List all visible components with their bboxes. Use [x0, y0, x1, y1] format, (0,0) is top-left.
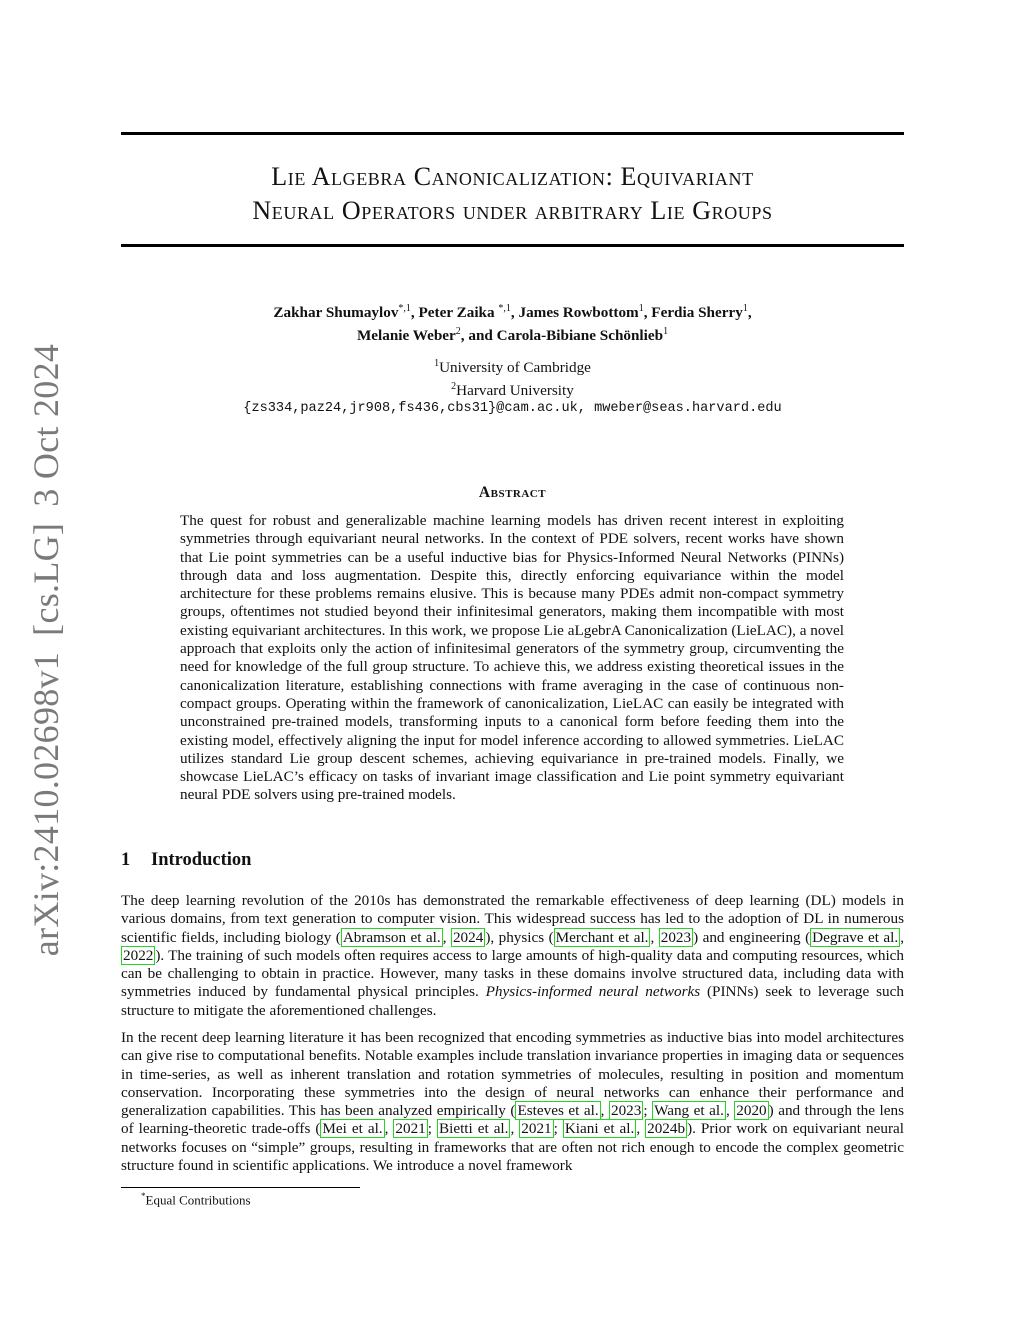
- affiliation-name: Harvard University: [456, 381, 574, 399]
- section-number: 1: [121, 850, 131, 870]
- citation-link[interactable]: 2024b: [647, 1120, 686, 1138]
- section-heading-introduction: [121, 850, 251, 871]
- author-affiliation-mark: 2: [455, 326, 461, 338]
- citation-link[interactable]: 2020: [736, 1102, 767, 1120]
- citation-link[interactable]: Abramson et al.: [342, 928, 441, 946]
- citation-link[interactable]: 2022: [123, 946, 154, 964]
- footnote-rule: [121, 1187, 360, 1188]
- citation-link[interactable]: Degrave et al.: [812, 928, 899, 946]
- footnote-text: Equal Contributions: [145, 1192, 251, 1208]
- citation-link[interactable]: 2024: [452, 928, 484, 946]
- author-list: Zakhar Shumaylov$^{*,1}$, Peter Zaika $^{*,1}$, James Rowbottom$^1$, Ferdia Sherry$^1$, Melanie Weber$^2$, and Carola-Bibiane Schönlieb$^1$: [273, 303, 752, 345]
- title-bottom-rule: [121, 244, 904, 247]
- affiliation-line: [121, 378, 904, 401]
- citation-link[interactable]: Esteves et al.: [517, 1102, 599, 1120]
- author-name: Ferdia Sherry: [651, 304, 743, 322]
- author-affiliation-mark: 1: [742, 303, 748, 314]
- citation-link[interactable]: Mei et al.: [322, 1120, 383, 1138]
- author-name: Carola-Bibiane Schönlieb: [496, 327, 664, 345]
- footnote-mark: *: [141, 1191, 146, 1201]
- affiliation-block: [121, 355, 904, 419]
- affiliation-line: [121, 355, 904, 378]
- affiliation-mark: 1: [434, 358, 440, 369]
- author-name: James Rowbottom: [518, 304, 639, 322]
- citation-link[interactable]: Merchant et al.: [555, 928, 649, 946]
- author-emails: {zs334,paz24,jr908,fs436,cbs31}@cam.ac.uk, mweber@seas.harvard.edu: [243, 401, 782, 417]
- section-title: Introduction: [151, 850, 252, 870]
- abstract-text: The quest for robust and generalizable machine learning models has driven recent interest in exploiting symmetries through equivariant neural networks. In the context of PDE solvers, recent works have shown that Lie point symmetries can be a useful inductive bias for Physics-Informed Neural Networks (PINNs) through data and loss augmentation. Despite this, directly enforcing equivariance within the model architecture for these problems remains elusive. This is because many PDEs admit non-compact symmetry groups, oftentimes not studied beyond their infinitesimal generators, making them incompatible with most existing equivariant architectures. In this work, we propose Lie aLgebrA Canonicalization (LieLAC), a novel approach that exploits only the action of infinitesimal generators of the symmetry group, circumventing the need for knowledge of the full group structure. To achieve this, we address existing theoretical issues in the canonicalization literature, establishing connections with frame averaging in the case of continuous non-compact groups. Operating within the framework of canonicalization, LieLAC can easily be integrated with unconstrained pre-trained models, transforming inputs to a canonical form before feeding them into the existing model, effectively aligning the input for model inference according to allowed symmetries. LieLAC utilizes standard Lie group descent schemes, achieving equivariance in pre-trained models. Finally, we showcase LieLAC’s efficacy on tasks of invariant image classification and Lie point symmetry equivariant neural PDE solvers using pre-trained models.: [180, 512, 844, 804]
- title-line-1: Lie Algebra Canonicalization: Equivariant: [271, 162, 754, 191]
- author-name: Zakhar Shumaylov: [273, 304, 399, 322]
- author-name: Melanie Weber: [356, 327, 456, 345]
- affiliation-name: University of Cambridge: [439, 359, 591, 377]
- arxiv-category: [cs.LG]: [26, 522, 66, 636]
- author-affiliation-mark: 1: [663, 326, 669, 338]
- title-top-rule: [121, 132, 904, 135]
- arxiv-id[interactable]: arXiv:2410.02698v1: [26, 651, 66, 957]
- paper-title: [121, 160, 904, 228]
- intro-paragraph-2: In the recent deep learning literature it has been recognized that encoding symmetries as inductive bias into model architectures can give rise to computational benefits. Notable examples include translation invariance properties in imaging data or sequences in time-series, as well as inherent translation and rotation symmetries of molecules, resulting in position and momentum conservation. Incorporating these symmetries into the design of neural networks can enhance their performance and generalization capabilities. This has been analyzed empirically ( Esteves et al. , 2023 ; Wang et al. , 2020 ) and through the lens of learning-theoretic trade-offs ( Mei et al. , 2021 ; Bietti et al. , 2021 ; Kiani et al. , 2024b ). Prior work on equivariant neural networks focuses on “simple” groups, resulting in frameworks that are often not rich enough to encode the complex geometric structure found in scientific applications. We introduce a novel framework: [121, 1029, 904, 1175]
- citation-link[interactable]: Bietti et al.: [438, 1120, 509, 1138]
- author-affiliation-mark: *,1: [398, 303, 411, 314]
- citation-link[interactable]: Wang et al.: [654, 1102, 724, 1120]
- footnote: [141, 1191, 251, 1208]
- author-affiliation-mark: 1: [638, 303, 644, 314]
- arxiv-identifier-stamp: [25, 344, 67, 956]
- author-joiner: and: [468, 327, 493, 345]
- citation-link[interactable]: 2021: [395, 1120, 426, 1138]
- title-line-2: Neural Operators under arbitrary Lie Groups: [252, 196, 773, 225]
- citation-link[interactable]: Kiani et al.: [564, 1120, 635, 1138]
- abstract-heading: Abstract: [478, 484, 547, 501]
- author-affiliation-mark: *,1: [498, 303, 511, 314]
- arxiv-date: 3 Oct 2024: [26, 343, 66, 507]
- intro-paragraph-1: The deep learning revolution of the 2010s has demonstrated the remarkable effectiveness of deep learning (DL) models in various domains, from text generation to computer vision. This widespread success has led to the adoption of DL in numerous scientific fields, including biology ( Abramson et al. , 2024 ), physics ( Merchant et al. , 2023 ) and engineering ( Degrave et al. , 2022 ). The training of such models often requires access to large amounts of high-quality data and computing resources, which can be challenging to obtain in practice. However, many tasks in these domains involve structured data, including data with symmetries induced by fundamental physical principles. Physics-informed neural networks (PINNs) seek to leverage such structure to mitigate the aforementioned challenges.: [121, 892, 904, 1019]
- citation-link[interactable]: 2023: [610, 1102, 642, 1120]
- emphasized-term: Physics-informed neural networks: [485, 983, 701, 1001]
- citation-link[interactable]: 2023: [660, 928, 692, 946]
- author-name: Peter Zaika: [418, 304, 495, 322]
- affiliation-mark: 2: [451, 380, 457, 392]
- citation-link[interactable]: 2021: [521, 1120, 552, 1138]
